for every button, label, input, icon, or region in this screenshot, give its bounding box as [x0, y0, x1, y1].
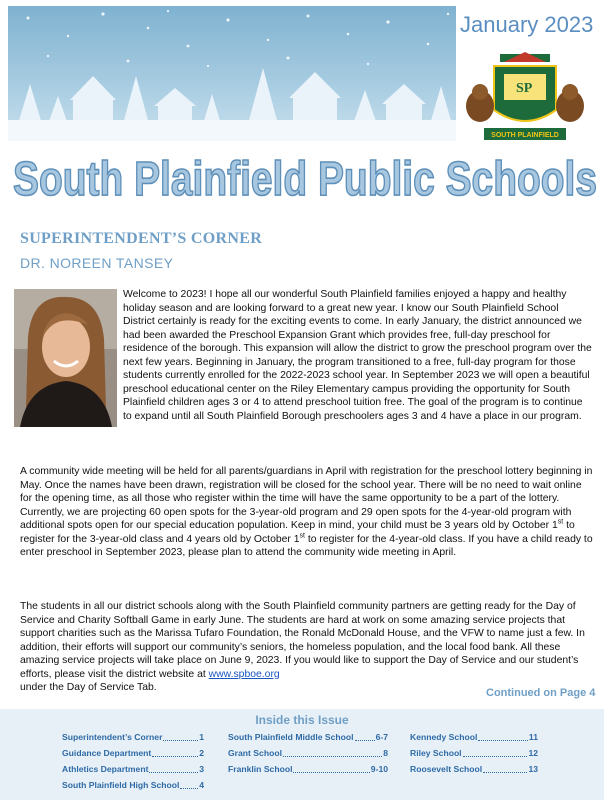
- toc-item[interactable]: South Plainfield Middle School 6-7: [228, 729, 388, 745]
- paragraph-day-of-service: [20, 600, 594, 695]
- toc-item[interactable]: Roosevelt School 13: [410, 761, 538, 777]
- paragraph-service-end: under the Day of Service Tab.: [20, 682, 157, 693]
- paragraph-preschool: [20, 465, 594, 560]
- paragraph-preschool-part: to register for the 3-year-old class and 4 years old by October 1: [20, 520, 575, 545]
- section-title: SUPERINTENDENT’S CORNER: [20, 230, 263, 247]
- crest-monogram: SP: [516, 81, 533, 96]
- paragraph-preschool-part: to register for the 4-year-old class. If you have a child ready to enter preschool in September 2023, please plan to attend the community wide meeting in April.: [20, 533, 593, 558]
- toc-item[interactable]: Athletics Department 3: [62, 761, 204, 777]
- issue-date: January 2023: [460, 12, 594, 37]
- toc-item[interactable]: Grant School 8: [228, 745, 388, 761]
- toc-item[interactable]: Guidance Department 2: [62, 745, 204, 761]
- paragraph-service-text: The students in all our district schools along with the South Plainfield community partners are getting ready for the Day of Service and Charity Softball Game in early June. The students are hard at work on some amazing service projects that support charities such as the Marissa Tufaro Foundation, the Ronald McDonald House, and the VFW to name just a few. In addition, their efforts will support our community’s seniors, the homeless population, and the local food bank. All these amazing service projects will take place on June 9, 2023. If you would like to support the Day of Service and our student’s efforts, please visit the district website at: [20, 601, 585, 680]
- toc-column-1: [62, 729, 204, 793]
- winter-banner: [8, 6, 456, 141]
- district-crest: [464, 48, 586, 150]
- author-name: DR. NOREEN TANSEY: [20, 255, 174, 271]
- toc-column-3: [410, 729, 538, 777]
- toc-item[interactable]: South Plainfield High School 4: [62, 777, 204, 793]
- crest-banner-text: SOUTH PLAINFIELD: [491, 132, 559, 139]
- toc-item[interactable]: Superintendent’s Corner 1: [62, 729, 204, 745]
- toc-item[interactable]: Kennedy School 11: [410, 729, 538, 745]
- superintendent-photo: [14, 289, 117, 427]
- masthead-text: South Plainfield Public Schools: [13, 153, 597, 206]
- paragraph-preschool-part: A community wide meeting will be held for all parents/guardians in April with registration for the preschool lottery beginning in May. Once the names have been drawn, registration will be closed for the school year. There will be no need to wait online for the opening time, as all those who register within the time will have the same opportunity to be a part of the lottery. Currently, we are projecting 60 open spots for the 3-year-old program and 29 open spots for the 4-year-old program with additional spots open for our special education population. Keep in mind, your child must be 3 years old by October 1: [20, 466, 593, 531]
- superscript: st: [299, 532, 305, 540]
- district-website-link[interactable]: www.spboe.org: [208, 668, 280, 680]
- continued-on-page: Continued on Page 4: [486, 687, 596, 699]
- masthead-title: [10, 150, 600, 206]
- inside-this-issue: [0, 709, 604, 800]
- superscript: st: [557, 518, 564, 526]
- toc-column-2: [228, 729, 388, 777]
- toc-item[interactable]: Riley School 12: [410, 745, 538, 761]
- toc-item[interactable]: Franklin School 9-10: [228, 761, 388, 777]
- inside-title: Inside this Issue: [255, 713, 349, 727]
- paragraph-welcome: Welcome to 2023! I hope all our wonderful South Plainfield families enjoyed a happy and healthy holiday season and are looking forward to a great new year. I know our South Plainfield School District certainly is ready for the exciting events to come. In early January, the district announced we had been awarded the Preschool Expansion Grant which provides free, full-day preschool for residence of the borough. This expansion will allow the district to grow the preschool program over the next few years. Beginning in January, the program transitioned to a free, full-day program for those students currently enrolled for the 2022-2023 school year. In September 2023 we will open a beautiful preschool educational center on the Riley Elementary campus providing the opportunity for South Plainfield children ages 3 or 4 to attend preschool tuition free. The goal of the program is to continue to expand until all South Plainfield Borough preschoolers ages 3 and 4 have a place in our program.: [123, 289, 592, 422]
